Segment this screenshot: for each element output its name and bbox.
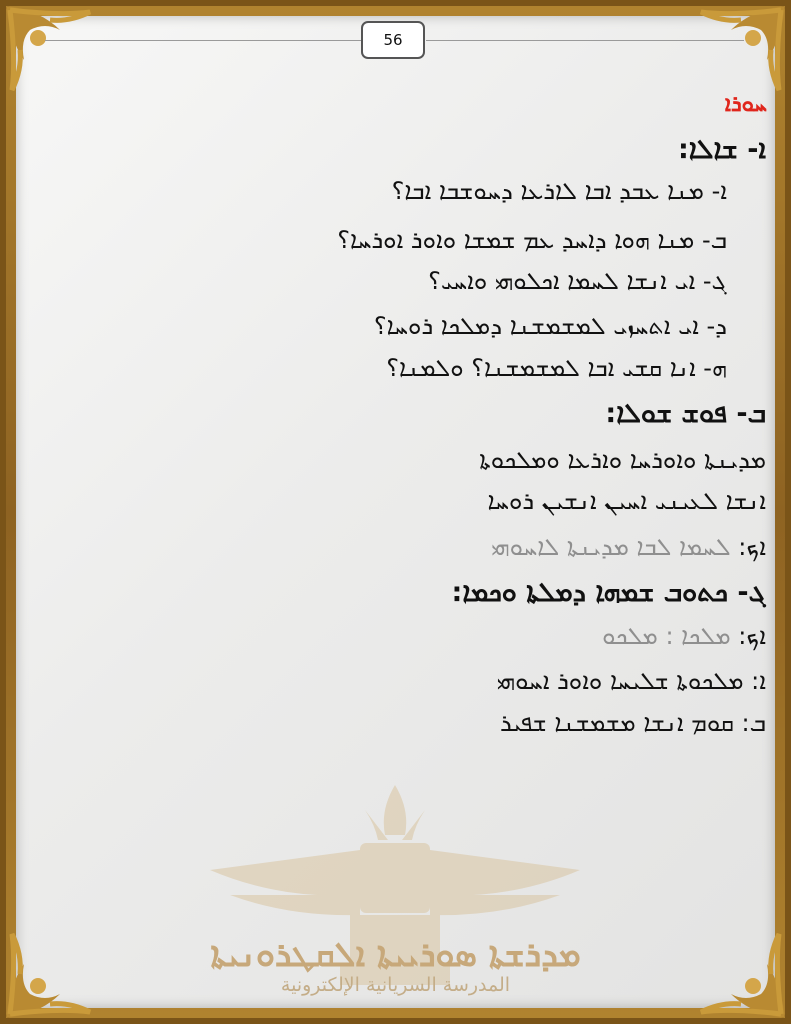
watermark-arabic-text: المدرسة السريانية الإلكترونية (280, 974, 511, 996)
example-text: ܡܠܟܐ : ܡܠܟܘ (602, 622, 731, 650)
question-item: ܒ- ܡܢܐ ܗܘܐ ܕܐܚܕ ܥܡ ܫܡܫܐ ܘܐܘܪ ܐܘܪܚܐ؟ (337, 226, 727, 254)
watermark-syriac-text: ܡܕܪܫܬܐ ܣܘܪܝܝܬܐ ܐܠܩܛܪܘܢܝܬܐ (210, 935, 581, 975)
page-number: 56 (361, 21, 425, 59)
question-item: ܕ- ܐܝ ܐܬܚܙܝ ܠܡܫܡܫܢܐ ܕܡܠܟܐ ܪܘܚܐ؟ (373, 312, 727, 340)
exercise-1-heading: ܐ- ܫܐܠܐ: (677, 134, 766, 165)
exercise-2-heading: ܒ- ܦܘܫ ܫܘܠܐ: (605, 398, 766, 429)
exercise-3-heading: ܓ- ܟܬܘܒ ܫܡܗܐ ܕܡܠܬܐ ܘܟܡܐ: (451, 577, 766, 608)
question-item: ܓ- ܐܝ ܐܢܫܐ ܠܚܡܐ ܐܟܠܘܗܝ ܘܐܚܝ؟ (428, 267, 727, 295)
question-item: ܗ- ܐܢܐ ܩܫܝ ܐܒܐ ܠܡܫܡܫܢܐ؟ ܘܠܡܢܐ؟ (386, 354, 727, 382)
answer-item: ܒ: ܩܘܡ ܐܢܫܐ ܡܫܡܫܢܐ ܫܦܝܪ (499, 709, 766, 737)
example-label: ܐܟ: (738, 533, 766, 561)
section-label: ܚܘܪܐ (724, 92, 767, 117)
answer-item: ܐ: ܡܠܟܘܬܐ ܫܠܝܚܐ ܘܐܘܪ ܐܚܘܗܝ (496, 667, 766, 695)
word-list-line: ܡܕܝܢܬܐ ܘܐܘܪܚܐ ܘܐܪܥܐ ܘܡܠܟܘܬܐ (479, 446, 766, 474)
example-text: ܠܚܡܐ ܠܒܐ ܡܕܝܢܬܐ ܠܐܚܘܗܝ (491, 533, 731, 561)
word-list-line: ܐܢܫܐ ܠܥܝܢܝ ܐܚܝܢ ܐܢܫܝܢ ܪܘܚܐ (487, 487, 766, 515)
example-label: ܐܟ: (738, 622, 766, 650)
question-item: ܐ- ܡܢܐ ܥܒܕ ܐܒܐ ܠܐܪܥܐ ܕܚܘܫܒܐ ܐܒܐ؟ (391, 177, 727, 205)
